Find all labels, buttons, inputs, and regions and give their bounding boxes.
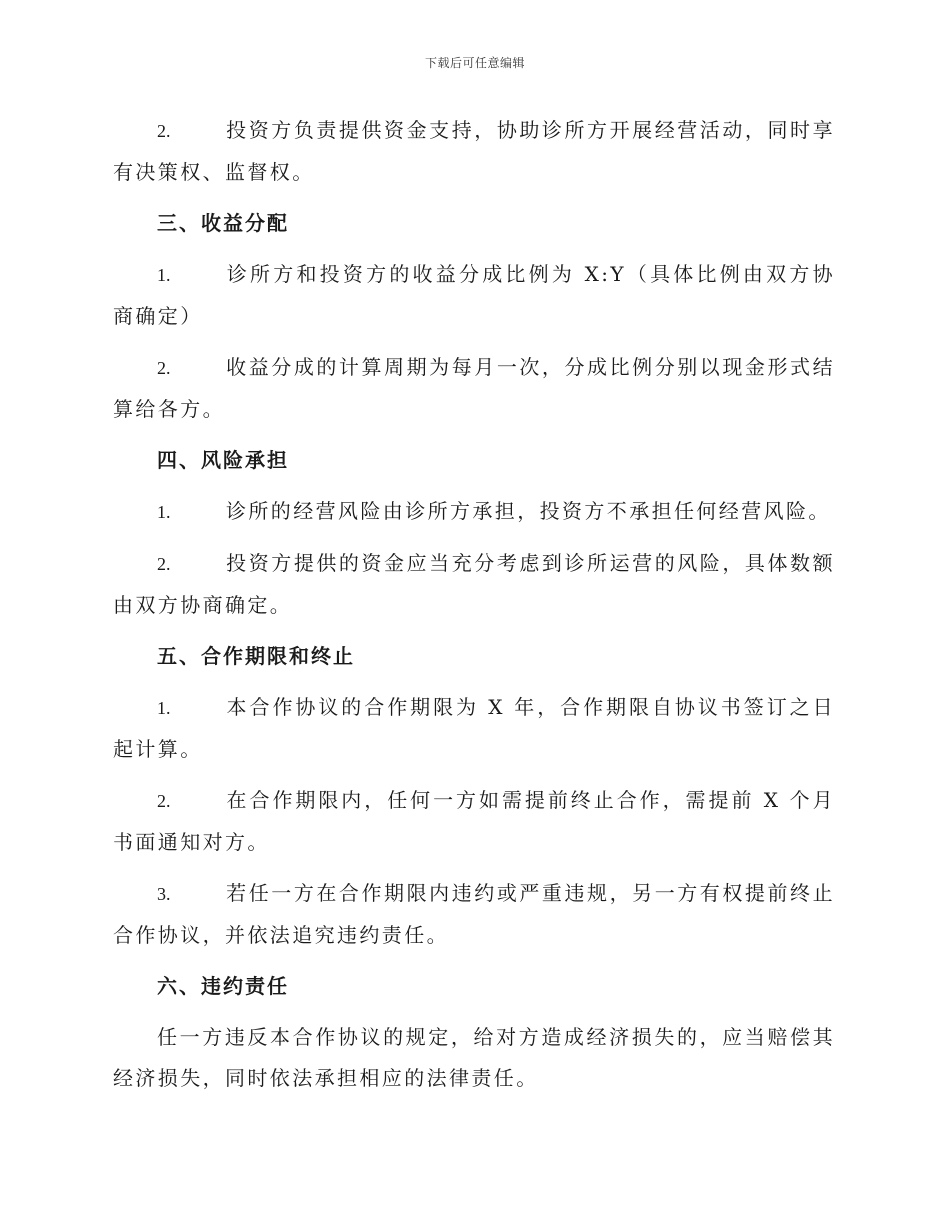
clause-text: 收益分成的计算周期为每月一次，分成比例分别以现金形式结算给各方。 [113,355,835,421]
clause-number: 3. [157,884,171,904]
clause-text: 在合作期限内，任何一方如需提前终止合作，需提前 X 个月书面通知对方。 [113,788,835,854]
breach-liability-paragraph: 任一方违反本合作协议的规定，给对方造成经济损失的，应当赔偿其经济损失，同时依法承担相应的法律责任。 [113,1025,835,1090]
clause-text: 投资方提供的资金应当充分考虑到诊所运营的风险，具体数额由双方协商确定。 [113,551,835,617]
section-heading-profit-distribution: 三、收益分配 [157,211,289,235]
clause-3-1 [113,254,835,337]
clause-5-2 [113,780,835,863]
clause-5-3 [113,873,835,956]
clause-number: 1. [157,265,171,285]
clause-text: 投资方负责提供资金支持，协助诊所方开展经营活动，同时享有决策权、监督权。 [113,118,835,184]
clause-number: 2. [157,358,171,378]
clause-2-2 [113,110,835,193]
clause-text: 诊所的经营风险由诊所方承担，投资方不承担任何经营风险。 [226,499,831,523]
section-heading-breach-liability: 六、违约责任 [157,974,289,998]
clause-3-2 [113,347,835,430]
page-header: 下载后可任意编辑 [424,56,525,70]
clause-number: 2. [157,791,171,811]
clause-text: 诊所方和投资方的收益分成比例为 X:Y（具体比例由双方协商确定） [113,262,835,328]
clause-4-1 [113,491,835,533]
clause-text: 若任一方在合作期限内违约或严重违规，另一方有权提前终止合作协议，并依法追究违约责任。 [113,881,835,947]
clause-number: 1. [157,502,171,522]
document-body [113,110,835,1109]
clause-text: 本合作协议的合作期限为 X 年，合作期限自协议书签订之日起计算。 [113,695,835,761]
clause-number: 2. [157,554,171,574]
clause-number: 1. [157,698,171,718]
clause-4-2 [113,543,835,626]
section-heading-term-termination: 五、合作期限和终止 [157,644,355,668]
clause-number: 2. [157,121,171,141]
clause-5-1 [113,687,835,770]
section-heading-risk-bearing: 四、风险承担 [157,448,289,472]
